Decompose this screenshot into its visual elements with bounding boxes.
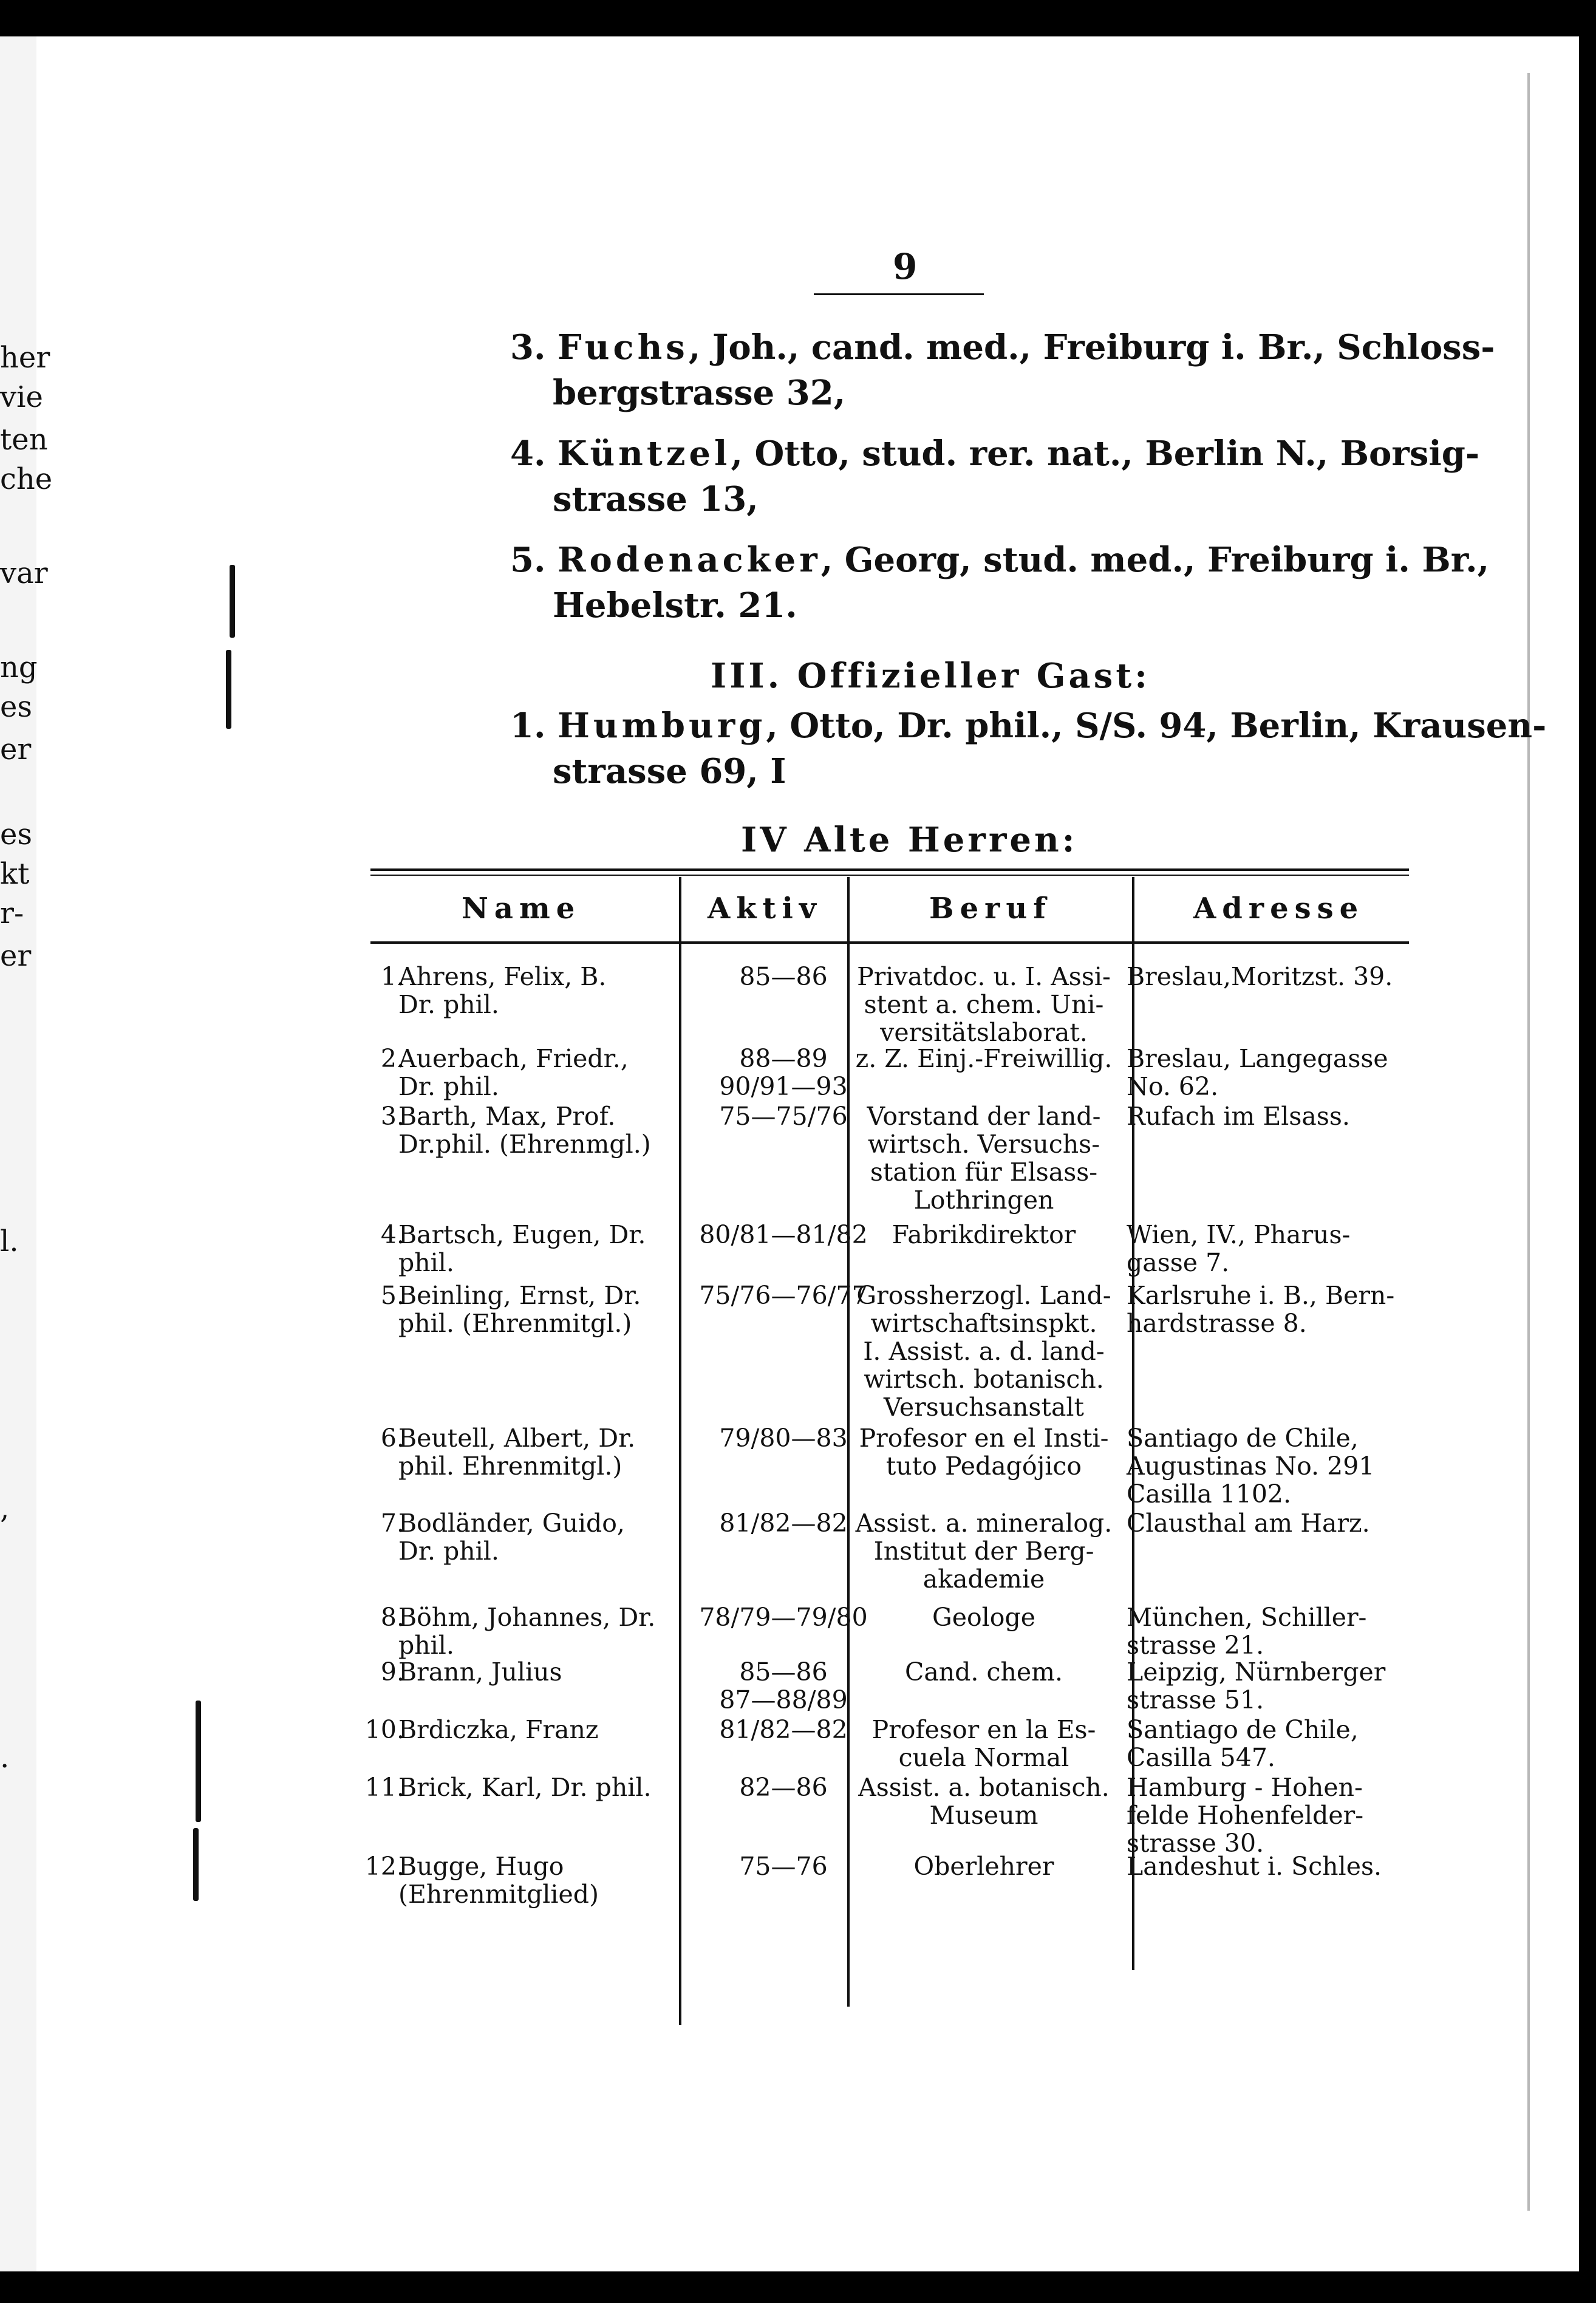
page-number: 9 bbox=[893, 246, 918, 287]
address-cell bbox=[1127, 1658, 1579, 1714]
member-name-line: (Ehrenmitglied) bbox=[398, 1880, 599, 1909]
address-cell bbox=[1127, 1281, 1579, 1337]
member-name-line: Barth, Max, Prof. bbox=[398, 1102, 616, 1131]
member-name-line: phil. (Ehrenmitgl.) bbox=[398, 1309, 632, 1338]
active-period-line: 87—88/89 bbox=[719, 1685, 848, 1714]
profession-line: Assist. a. mineralog. bbox=[855, 1509, 1113, 1538]
member-name-line: phil. bbox=[398, 1248, 454, 1277]
profession-line: tuto Pedagójico bbox=[885, 1452, 1082, 1481]
book-page bbox=[0, 36, 1579, 2271]
entry-surname: Humburg bbox=[558, 706, 766, 746]
profession-cell bbox=[838, 1716, 1130, 1772]
member-entry bbox=[510, 537, 1490, 629]
profession-line: Assist. a. botanisch. bbox=[858, 1773, 1110, 1802]
active-period-line: 78/79—79/80 bbox=[699, 1603, 868, 1632]
column-header-aktiv: Aktiv bbox=[708, 892, 822, 926]
profession-line: z. Z. Einj.-Freiwillig. bbox=[855, 1044, 1113, 1073]
member-name-line: Brdiczka, Franz bbox=[398, 1715, 599, 1744]
bleed-text-fragment: er bbox=[0, 939, 32, 973]
bleed-text-fragment: r- bbox=[0, 896, 24, 930]
profession-cell bbox=[838, 1509, 1130, 1593]
bleed-text-fragment: kt bbox=[0, 857, 30, 891]
active-period-line: 90/91—93 bbox=[719, 1072, 848, 1101]
profession-cell bbox=[838, 1852, 1130, 1880]
profession-line: Versuchsanstalt bbox=[884, 1393, 1084, 1422]
member-name-line: Brick, Karl, Dr. phil. bbox=[398, 1773, 652, 1802]
member-name-line: phil. bbox=[398, 1631, 454, 1660]
active-period-line: 80/81—81/82 bbox=[699, 1220, 868, 1249]
member-name-line: Dr.phil. (Ehrenmgl.) bbox=[398, 1130, 651, 1159]
member-name-line: Auerbach, Friedr., bbox=[398, 1044, 629, 1073]
active-period-line: 82—86 bbox=[739, 1773, 828, 1802]
member-name-line: Ahrens, Felix, B. bbox=[398, 962, 607, 991]
address-cell bbox=[1127, 1509, 1579, 1537]
address-cell bbox=[1127, 1603, 1579, 1659]
row-number-cell: 8. bbox=[380, 1603, 404, 1632]
entry-surname: Fuchs bbox=[558, 327, 689, 367]
row-number-cell: 11. bbox=[364, 1773, 404, 1802]
bleed-text-fragment: , bbox=[0, 1492, 10, 1526]
address-cell bbox=[1127, 963, 1579, 991]
profession-cell bbox=[838, 1603, 1130, 1631]
address-line: Santiago de Chile, bbox=[1127, 1715, 1359, 1744]
profession-line: wirtsch. botanisch. bbox=[864, 1365, 1104, 1394]
active-period-line: 85—86 bbox=[739, 1657, 828, 1687]
address-line: Landeshut i. Schles. bbox=[1127, 1852, 1382, 1881]
member-name-line: Brann, Julius bbox=[398, 1657, 562, 1687]
address-line: Casilla 547. bbox=[1127, 1743, 1275, 1772]
profession-line: Vorstand der land- bbox=[867, 1102, 1101, 1131]
address-line: Wien, IV., Pharus- bbox=[1127, 1220, 1351, 1249]
row-number-cell: 7. bbox=[380, 1509, 404, 1538]
table-header-rule bbox=[370, 941, 1409, 944]
ink-mark bbox=[226, 650, 231, 729]
address-line: Breslau,Moritzst. 39. bbox=[1127, 962, 1393, 991]
row-number-cell: 12. bbox=[364, 1852, 404, 1881]
profession-line: wirtschaftsinspkt. bbox=[870, 1309, 1097, 1338]
bleed-text-fragment: er bbox=[0, 732, 32, 766]
entry-details: , Georg, stud. med., Freiburg i. Br., bbox=[820, 540, 1490, 580]
row-number-cell: 1. bbox=[380, 962, 404, 991]
entry-address: strasse 13, bbox=[553, 479, 759, 519]
profession-cell bbox=[838, 1102, 1130, 1214]
profession-cell bbox=[838, 963, 1130, 1046]
profession-line: Profesor en el Insti- bbox=[859, 1424, 1109, 1453]
table-top-rule bbox=[370, 875, 1409, 876]
bleed-text-fragment: . bbox=[0, 1741, 10, 1775]
member-name-line: Dr. phil. bbox=[398, 1537, 499, 1566]
bleed-text-fragment: vie bbox=[0, 380, 43, 414]
address-cell bbox=[1127, 1852, 1579, 1880]
member-name-cell bbox=[398, 1773, 664, 1801]
profession-line: Privatdoc. u. I. Assi- bbox=[857, 962, 1111, 991]
row-number-cell: 10. bbox=[364, 1715, 404, 1744]
active-period-line: 75—75/76 bbox=[719, 1102, 848, 1131]
member-name-line: Bodländer, Guido, bbox=[398, 1509, 625, 1538]
bleed-text-fragment: ten bbox=[0, 423, 48, 457]
profession-line: Geologe bbox=[932, 1603, 1035, 1632]
active-period-line: 85—86 bbox=[739, 962, 828, 991]
address-line: Clausthal am Harz. bbox=[1127, 1509, 1370, 1538]
address-cell bbox=[1127, 1773, 1579, 1857]
bleed-text-fragment: es bbox=[0, 690, 33, 724]
profession-cell bbox=[838, 1658, 1130, 1686]
active-period-line: 81/82—82 bbox=[719, 1715, 848, 1744]
entry-address: Hebelstr. 21. bbox=[553, 585, 797, 626]
entry-number: 5. bbox=[510, 540, 546, 580]
address-cell bbox=[1127, 1424, 1579, 1508]
member-entry bbox=[510, 431, 1480, 522]
member-name-cell bbox=[398, 1852, 664, 1908]
member-name-line: Beutell, Albert, Dr. bbox=[398, 1424, 636, 1453]
entry-number: 3. bbox=[510, 327, 546, 367]
entry-number: 4. bbox=[510, 434, 546, 474]
entry-surname: Rodenacker bbox=[558, 540, 821, 580]
profession-cell bbox=[838, 1424, 1130, 1480]
member-name-cell bbox=[398, 963, 664, 1018]
bleed-text-fragment: es bbox=[0, 817, 33, 851]
page-number-rule bbox=[814, 293, 984, 295]
column-header-beruf: Beruf bbox=[929, 892, 1052, 926]
member-name-cell bbox=[398, 1221, 664, 1277]
entry-address: bergstrasse 32, bbox=[553, 373, 846, 413]
bleed-text-fragment: her bbox=[0, 341, 50, 375]
row-number-cell: 6. bbox=[380, 1424, 404, 1453]
address-line: No. 62. bbox=[1127, 1072, 1219, 1101]
profession-line: Lothringen bbox=[913, 1186, 1054, 1215]
profession-line: Grossherzogl. Land- bbox=[856, 1281, 1111, 1310]
entry-number: 1. bbox=[510, 706, 546, 746]
profession-line: Museum bbox=[929, 1801, 1038, 1830]
member-name-cell bbox=[398, 1658, 664, 1686]
row-number-cell: 5. bbox=[380, 1281, 404, 1310]
entry-details: , Otto, stud. rer. nat., Berlin N., Borsig- bbox=[731, 434, 1480, 474]
member-name-line: Böhm, Johannes, Dr. bbox=[398, 1603, 656, 1632]
bleed-text-fragment: ng bbox=[0, 650, 38, 684]
address-cell bbox=[1127, 1102, 1579, 1130]
profession-cell bbox=[838, 1221, 1130, 1249]
address-line: Karlsruhe i. B., Bern- bbox=[1127, 1281, 1395, 1310]
profession-line: Cand. chem. bbox=[904, 1657, 1063, 1687]
address-line: strasse 30. bbox=[1127, 1829, 1264, 1858]
entry-address: strasse 69, I bbox=[553, 751, 786, 791]
profession-cell bbox=[838, 1773, 1130, 1829]
profession-line: Fabrikdirektor bbox=[892, 1220, 1076, 1249]
address-cell bbox=[1127, 1716, 1579, 1772]
address-line: München, Schiller- bbox=[1127, 1603, 1367, 1632]
member-entry bbox=[510, 703, 1547, 794]
member-name-cell bbox=[398, 1424, 664, 1480]
profession-line: Oberlehrer bbox=[913, 1852, 1054, 1881]
member-name-line: Dr. phil. bbox=[398, 990, 499, 1019]
member-name-cell bbox=[398, 1102, 664, 1158]
profession-cell bbox=[838, 1281, 1130, 1421]
section-heading: III. Offizieller Gast: bbox=[711, 656, 1150, 696]
profession-line: cuela Normal bbox=[898, 1743, 1069, 1772]
address-line: felde Hohenfelder- bbox=[1127, 1801, 1364, 1830]
profession-line: Institut der Berg- bbox=[873, 1537, 1094, 1566]
bleed-text-fragment: var bbox=[0, 556, 48, 590]
address-line: Augustinas No. 291 bbox=[1127, 1452, 1375, 1481]
profession-line: station für Elsass- bbox=[870, 1158, 1098, 1187]
member-name-line: Beinling, Ernst, Dr. bbox=[398, 1281, 641, 1310]
table-top-rule bbox=[370, 868, 1409, 871]
bleed-text-fragment: l. bbox=[0, 1224, 19, 1258]
row-number-cell: 9. bbox=[380, 1657, 404, 1687]
profession-cell bbox=[838, 1045, 1130, 1073]
column-header-adresse: Adresse bbox=[1193, 892, 1365, 926]
page-fold-line bbox=[1527, 73, 1530, 2211]
row-number-cell: 3. bbox=[380, 1102, 404, 1131]
member-name-cell bbox=[398, 1716, 664, 1744]
row-number-cell: 4. bbox=[380, 1220, 404, 1249]
address-line: Santiago de Chile, bbox=[1127, 1424, 1359, 1453]
bleed-text-fragment: che bbox=[0, 462, 53, 496]
ink-mark bbox=[196, 1701, 201, 1822]
member-name-cell bbox=[398, 1509, 664, 1565]
active-period-line: 75—76 bbox=[739, 1852, 828, 1881]
address-line: strasse 51. bbox=[1127, 1685, 1264, 1714]
profession-line: wirtsch. Versuchs- bbox=[867, 1130, 1100, 1159]
section-heading: IV Alte Herren: bbox=[741, 820, 1078, 860]
address-line: Breslau, Langegasse bbox=[1127, 1044, 1388, 1073]
entry-details: , Joh., cand. med., Freiburg i. Br., Schloss- bbox=[688, 327, 1495, 367]
active-period-line: 88—89 bbox=[739, 1044, 828, 1073]
profession-line: stent a. chem. Uni- bbox=[864, 990, 1104, 1019]
profession-line: Profesor en la Es- bbox=[871, 1715, 1096, 1744]
member-name-line: phil. Ehrenmitgl.) bbox=[398, 1452, 622, 1481]
address-line: Rufach im Elsass. bbox=[1127, 1102, 1350, 1131]
profession-line: versitätslaborat. bbox=[880, 1018, 1088, 1047]
active-period-line: 79/80—83 bbox=[719, 1424, 848, 1453]
member-name-cell bbox=[398, 1281, 664, 1337]
entry-surname: Küntzel bbox=[558, 434, 731, 474]
address-line: gasse 7. bbox=[1127, 1248, 1230, 1277]
address-line: Casilla 1102. bbox=[1127, 1479, 1292, 1509]
address-cell bbox=[1127, 1221, 1579, 1277]
profession-line: akademie bbox=[922, 1564, 1045, 1594]
entry-details: , Otto, Dr. phil., S/S. 94, Berlin, Krausen- bbox=[766, 706, 1547, 746]
address-cell bbox=[1127, 1045, 1579, 1100]
row-number-cell: 2. bbox=[380, 1044, 404, 1073]
member-name-line: Bugge, Hugo bbox=[398, 1852, 564, 1881]
address-line: Hamburg - Hohen- bbox=[1127, 1773, 1363, 1802]
address-line: Leipzig, Nürnberger bbox=[1127, 1657, 1386, 1687]
member-name-line: Bartsch, Eugen, Dr. bbox=[398, 1220, 646, 1249]
ink-mark bbox=[230, 565, 235, 638]
address-line: hardstrasse 8. bbox=[1127, 1309, 1307, 1338]
member-entry bbox=[510, 325, 1495, 416]
member-name-line: Dr. phil. bbox=[398, 1072, 499, 1101]
member-name-cell bbox=[398, 1045, 664, 1100]
column-header-name: Name bbox=[462, 892, 581, 926]
ink-mark bbox=[193, 1828, 199, 1901]
profession-line: I. Assist. a. d. land- bbox=[863, 1337, 1105, 1366]
member-name-cell bbox=[398, 1603, 664, 1659]
address-line: strasse 21. bbox=[1127, 1631, 1264, 1660]
active-period-line: 81/82—82 bbox=[719, 1509, 848, 1538]
active-period-line: 75/76—76/77 bbox=[699, 1281, 868, 1310]
